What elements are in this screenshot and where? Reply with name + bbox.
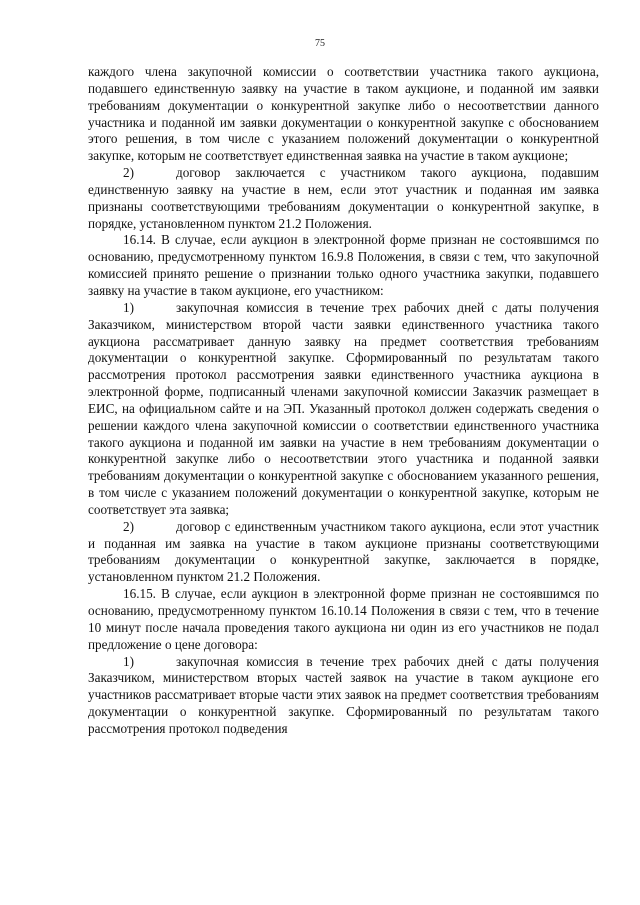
list-item: [88, 300, 599, 519]
list-item-number: 2): [123, 518, 134, 534]
clause-number: 16.15.: [123, 586, 156, 602]
clause-paragraph: [88, 232, 599, 299]
document-body: [88, 64, 599, 738]
clause-paragraph: [88, 586, 599, 653]
list-item-number: 2): [123, 165, 134, 181]
list-item-text: закупочная комиссия в течение трех рабочих дней с даты получения Заказчиком, министерством вторых частей заявок на участие в таком аукционе его участников рассматривает вторые части этих заявок на предмет соответствия требованиям документации о конкурентной закупке. Сформированный по результатам такого рассмотрения протокол подведения: [88, 653, 599, 736]
clause-text: В случае, если аукцион в электронной форме признан не состоявшимся по основанию, предусмотренному пунктом 16.10.14 Положения в связи с тем, что в течение 10 минут после начала проведения такого аукциона ни один из его участников не подал предложение о цене договора:: [88, 586, 599, 652]
paragraph-text: каждого члена закупочной комиссии о соответствии участника такого аукциона, подавшего единственную заявку на участие в таком аукционе, и поданной им заявки требованиям документации о конкурентной закупке либо о несоответствии данного участника и поданной им заявки документации о конкурентной закупке с обоснованием этого решения, в том числе с указанием положений документации о конкурентной закупке, которым не соответствует единственная заявка на участие в таком аукционе;: [88, 64, 599, 164]
list-item-number: 1): [123, 653, 134, 669]
clause-number: 16.14.: [123, 232, 156, 248]
list-item-number: 1): [123, 299, 134, 315]
list-item: [88, 654, 599, 738]
page-number: 75: [315, 38, 325, 49]
paragraph-continuation: [88, 64, 599, 165]
list-item: [88, 165, 599, 232]
list-item-text: договор заключается с участником такого аукциона, подавшим единственную заявку на участие в нем, если этот участник и поданная им заявка признаны соответствующими требованиям документации о конкурентной закупке, в порядке, установленном пунктом 21.2 Положения.: [88, 165, 599, 231]
list-item-text: закупочная комиссия в течение трех рабочих дней с даты получения Заказчиком, министерством второй части заявки единственного участника такого аукциона рассматривает данную заявку на предмет соответствия требованиям документации о конкурентной закупке. Сформированный по результатам такого рассмотрения протокол рассмотрения заявки единственного участника аукциона в электронной форме, подписанный членами закупочной комиссии Заказчик размещает в ЕИС, на официальном сайте и на ЭП. Указанный протокол должен содержать сведения о решении каждого члена закупочной комиссии о соответствии единственного участника такого аукциона и поданной им заявки на участие в нем требованиям документации о конкурентной закупке либо о несоответствии этого участника и поданной заявки требованиям документации о конкурентной закупке с обоснованием указанного решения, в том числе с указанием положений документации о конкурентной закупке, которым не соответствует эта заявка;: [88, 299, 599, 517]
clause-text: В случае, если аукцион в электронной форме признан не состоявшимся по основанию, предусмотренному пунктом 16.9.8 Положения, в связи с тем, что закупочной комиссией принято решение о признании только одного участника закупки, подавшего заявку на участие в таком аукционе, его участником:: [88, 232, 599, 298]
list-item: [88, 519, 599, 586]
list-item-text: договор с единственным участником такого аукциона, если этот участник и поданная им заявка на участие в таком аукционе признаны соответствующими требованиям документации о конкурентной закупке, заключается в порядке, установленном пунктом 21.2 Положения.: [88, 518, 599, 585]
